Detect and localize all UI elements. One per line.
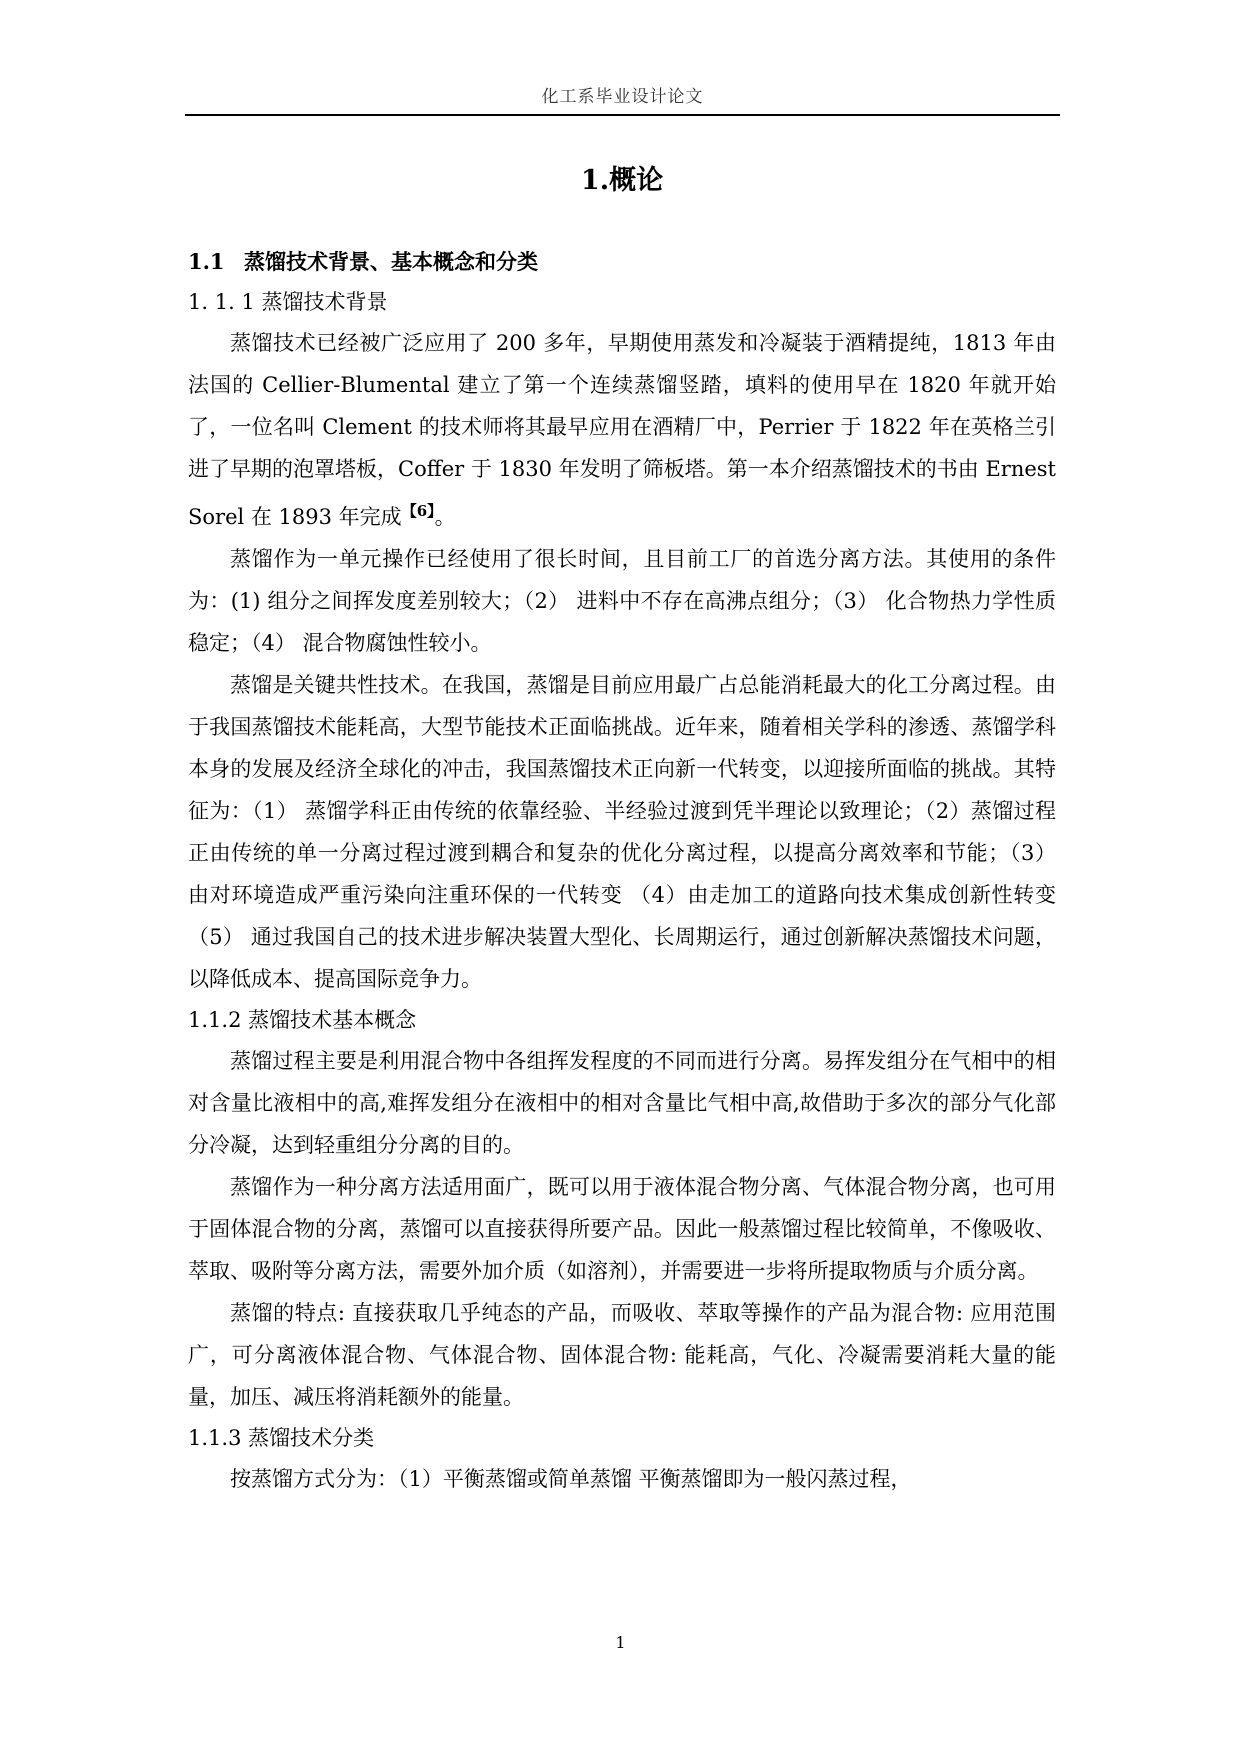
section-title: 蒸馏技术背景、基本概念和分类: [244, 249, 538, 274]
chapter-title: 1.概论: [580, 165, 664, 196]
citation-marker: 【6】: [401, 502, 435, 520]
document-body: [188, 150, 1056, 1500]
subsection-heading-concepts: 1.1.2 蒸馏技术基本概念: [188, 1008, 417, 1032]
header-rule: [185, 114, 1060, 116]
running-header: 化工系毕业设计论文: [541, 87, 704, 107]
paragraph: 蒸馏是关键共性技术。在我国，蒸馏是目前应用最广占总能消耗最大的化工分离过程。由于我国蒸馏技术能耗高，大型节能技术正面临挑战。近年来，随着相关学科的渗透、蒸馏学科本身的发展及经济全球化的冲击，我国蒸馏技术正向新一代转变，以迎接所面临的挑战。其特征为：（1） 蒸馏学科正由传统的依靠经验、半经验过渡到凭半理论以致理论；（2）蒸馏过程正由传统的单一分离过程过渡到耦合和复杂的优化分离过程，以提高分离效率和节能；（3） 由对环境造成严重污染向注重环保的一代转变 （4）由走加工的道路向技术集成创新性转变 （5） 通过我国自己的技术进步解决装置大型化、长周期运行，通过创新解决蒸馏技术问题，以降低成本、提高国际竞争力。: [188, 673, 1056, 991]
subsection-heading-classification: 1.1.3 蒸馏技术分类: [188, 1426, 375, 1450]
paragraph-tail: 。: [434, 505, 456, 529]
paragraph: 蒸馏作为一种分离方法适用面广，既可以用于液体混合物分离、气体混合物分离，也可用于固体混合物的分离，蒸馏可以直接获得所要产品。因此一般蒸馏过程比较简单，不像吸收、萃取、吸附等分离方法，需要外加介质（如溶剂），并需要进一步将所提取物质与介质分离。: [188, 1175, 1056, 1283]
paragraph: 蒸馏过程主要是利用混合物中各组挥发程度的不同而进行分离。易挥发组分在气相中的相对含量比液相中的高,难挥发组分在液相中的相对含量比气相中高,故借助于多次的部分气化部分冷凝，达到轻重组分分离的目的。: [188, 1049, 1056, 1157]
paragraph: 蒸馏的特点: 直接获取几乎纯态的产品，而吸收、萃取等操作的产品为混合物: 应用范围广，可分离液体混合物、气体混合物、固体混合物: 能耗高，气化、冷凝需要消耗大量的能量，加压、减压将消耗额外的能量。: [188, 1301, 1056, 1409]
paragraph: 按蒸馏方式分为：（1）平衡蒸馏或简单蒸馏 平衡蒸馏即为一般闪蒸过程，: [230, 1467, 912, 1491]
paragraph: [188, 322, 1056, 538]
paragraph: 蒸馏作为一单元操作已经使用了很长时间，且目前工厂的首选分离方法。其使用的条件为：(1) 组分之间挥发度差别较大；（2） 进料中不存在高沸点组分；（3） 化合物热力学性质稳定；（4） 混合物腐蚀性较小。: [188, 547, 1056, 655]
section-number: 1.1: [188, 249, 225, 274]
paragraph-text: 蒸馏技术已经被广泛应用了 200 多年，早期使用蒸发和冷凝装于酒精提纯，1813 年由法国的 Cellier-Blumental 建立了第一个连续蒸馏竖踏，填料的使用早在 1820 年就开始了，一位名叫 Clement 的技术师将其最早应用在酒精厂中，Perrier 于 1822 年在英格兰引进了早期的泡罩塔板，Coffer 于 1830 年发明了筛板塔。第一本介绍蒸馏技术的书由 Ernest Sorel 在 1893 年完成: [188, 331, 1056, 529]
page-number: 1: [615, 1633, 626, 1652]
subsection-heading-background: 1. 1. 1 蒸馏技术背景: [188, 290, 388, 314]
section-heading: [188, 242, 1056, 282]
